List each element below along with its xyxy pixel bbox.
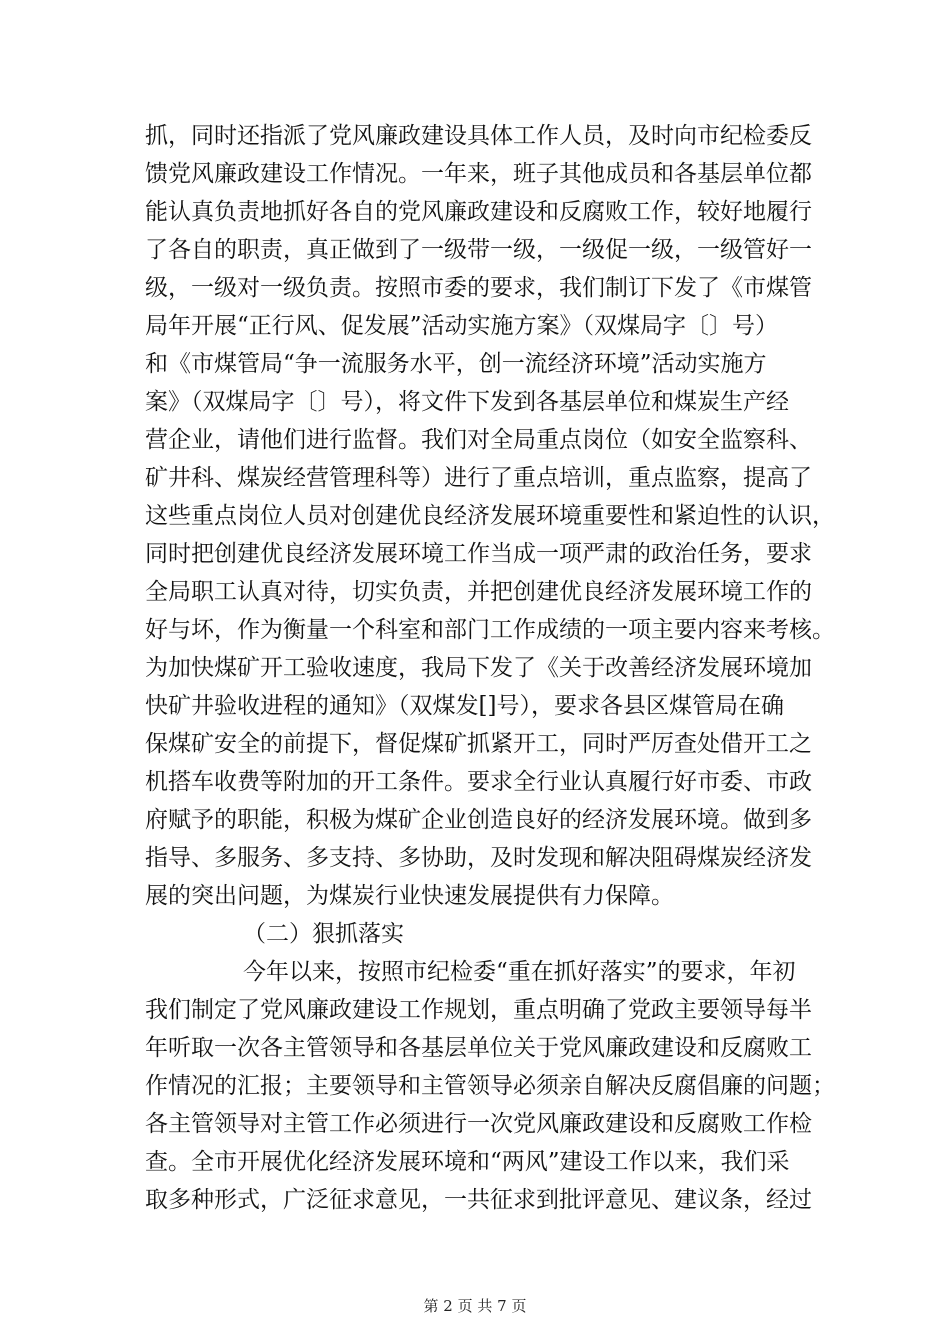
text-line: 和《市煤管局“争一流服务水平，创一流经济环境”活动实施方 [145,351,767,377]
page-number: 第 2 页 共 7 页 [423,1297,527,1315]
text-line: 作情况的汇报；主要领导和主管领导必须亲自解决反腐倡廉的问题； [145,1073,835,1099]
text-line: 查。全市开展优化经济发展环境和“两风”建设工作以来，我们采 [145,1149,790,1175]
text-line: 全局职工认真对待，切实负责，并把创建优良经济发展环境工作的 [145,579,812,605]
text-line: 馈党风廉政建设工作情况。一年来，班子其他成员和各基层单位都 [145,161,812,187]
text-line: 指导、多服务、多支持、多协助，及时发现和解决阻碍煤炭经济发 [145,845,812,871]
text-line: 这些重点岗位人员对创建优良经济发展环境重要性和紧迫性的认识， [145,503,835,529]
text-line: 快矿井验收进程的通知》（双煤发[]号），要求各县区煤管局在确 [145,693,784,719]
text-line: 年听取一次各主管领导和各基层单位关于党风廉政建设和反腐败工 [145,1035,812,1061]
text-line: 同时把创建优良经济发展环境工作当成一项严肃的政治任务，要求 [145,541,812,567]
text-line: 为加快煤矿开工验收速度，我局下发了《关于改善经济发展环境加 [145,655,812,681]
text-line: 我们制定了党风廉政建设工作规划，重点明确了党政主要领导每半 [145,997,812,1023]
text-line: 机搭车收费等附加的开工条件。要求全行业认真履行好市委、市政 [145,769,812,795]
text-line: 局年开展“正行风、促发展”活动实施方案》（双煤局字〔〕号） [145,313,779,339]
text-line: 级，一级对一级负责。按照市委的要求，我们制订下发了《市煤管 [145,275,812,301]
text-line: 矿井科、煤炭经营管理科等）进行了重点培训，重点监察，提高了 [145,465,812,491]
text-line: 展的突出问题，为煤炭行业快速发展提供有力保障。 [145,883,674,909]
text-line: 能认真负责地抓好各自的党风廉政建设和反腐败工作，较好地履行 [145,199,812,225]
section-heading: （二）狠抓落实 [243,921,404,947]
text-line: 案》（双煤局字〔〕号），将文件下发到各基层单位和煤炭生产经 [145,389,789,415]
text-line: 府赋予的职能，积极为煤矿企业创造良好的经济发展环境。做到多 [145,807,812,833]
text-line: 抓，同时还指派了党风廉政建设具体工作人员，及时向市纪检委反 [145,123,812,149]
text-line: 保煤矿安全的前提下，督促煤矿抓紧开工，同时严厉查处借开工之 [145,731,812,757]
text-line: 营企业，请他们进行监督。我们对全局重点岗位（如安全监察科、 [145,427,812,453]
text-line: 各主管领导对主管工作必须进行一次党风廉政建设和反腐败工作检 [145,1111,812,1137]
text-line: 今年以来，按照市纪检委“重在抓好落实”的要求，年初 [243,959,796,985]
text-line: 好与坏，作为衡量一个科室和部门工作成绩的一项主要内容来考核。 [145,617,835,643]
text-line: 取多种形式，广泛征求意见，一共征求到批评意见、建议条，经过 [145,1187,812,1213]
text-line: 了各自的职责，真正做到了一级带一级，一级促一级，一级管好一 [145,237,812,263]
